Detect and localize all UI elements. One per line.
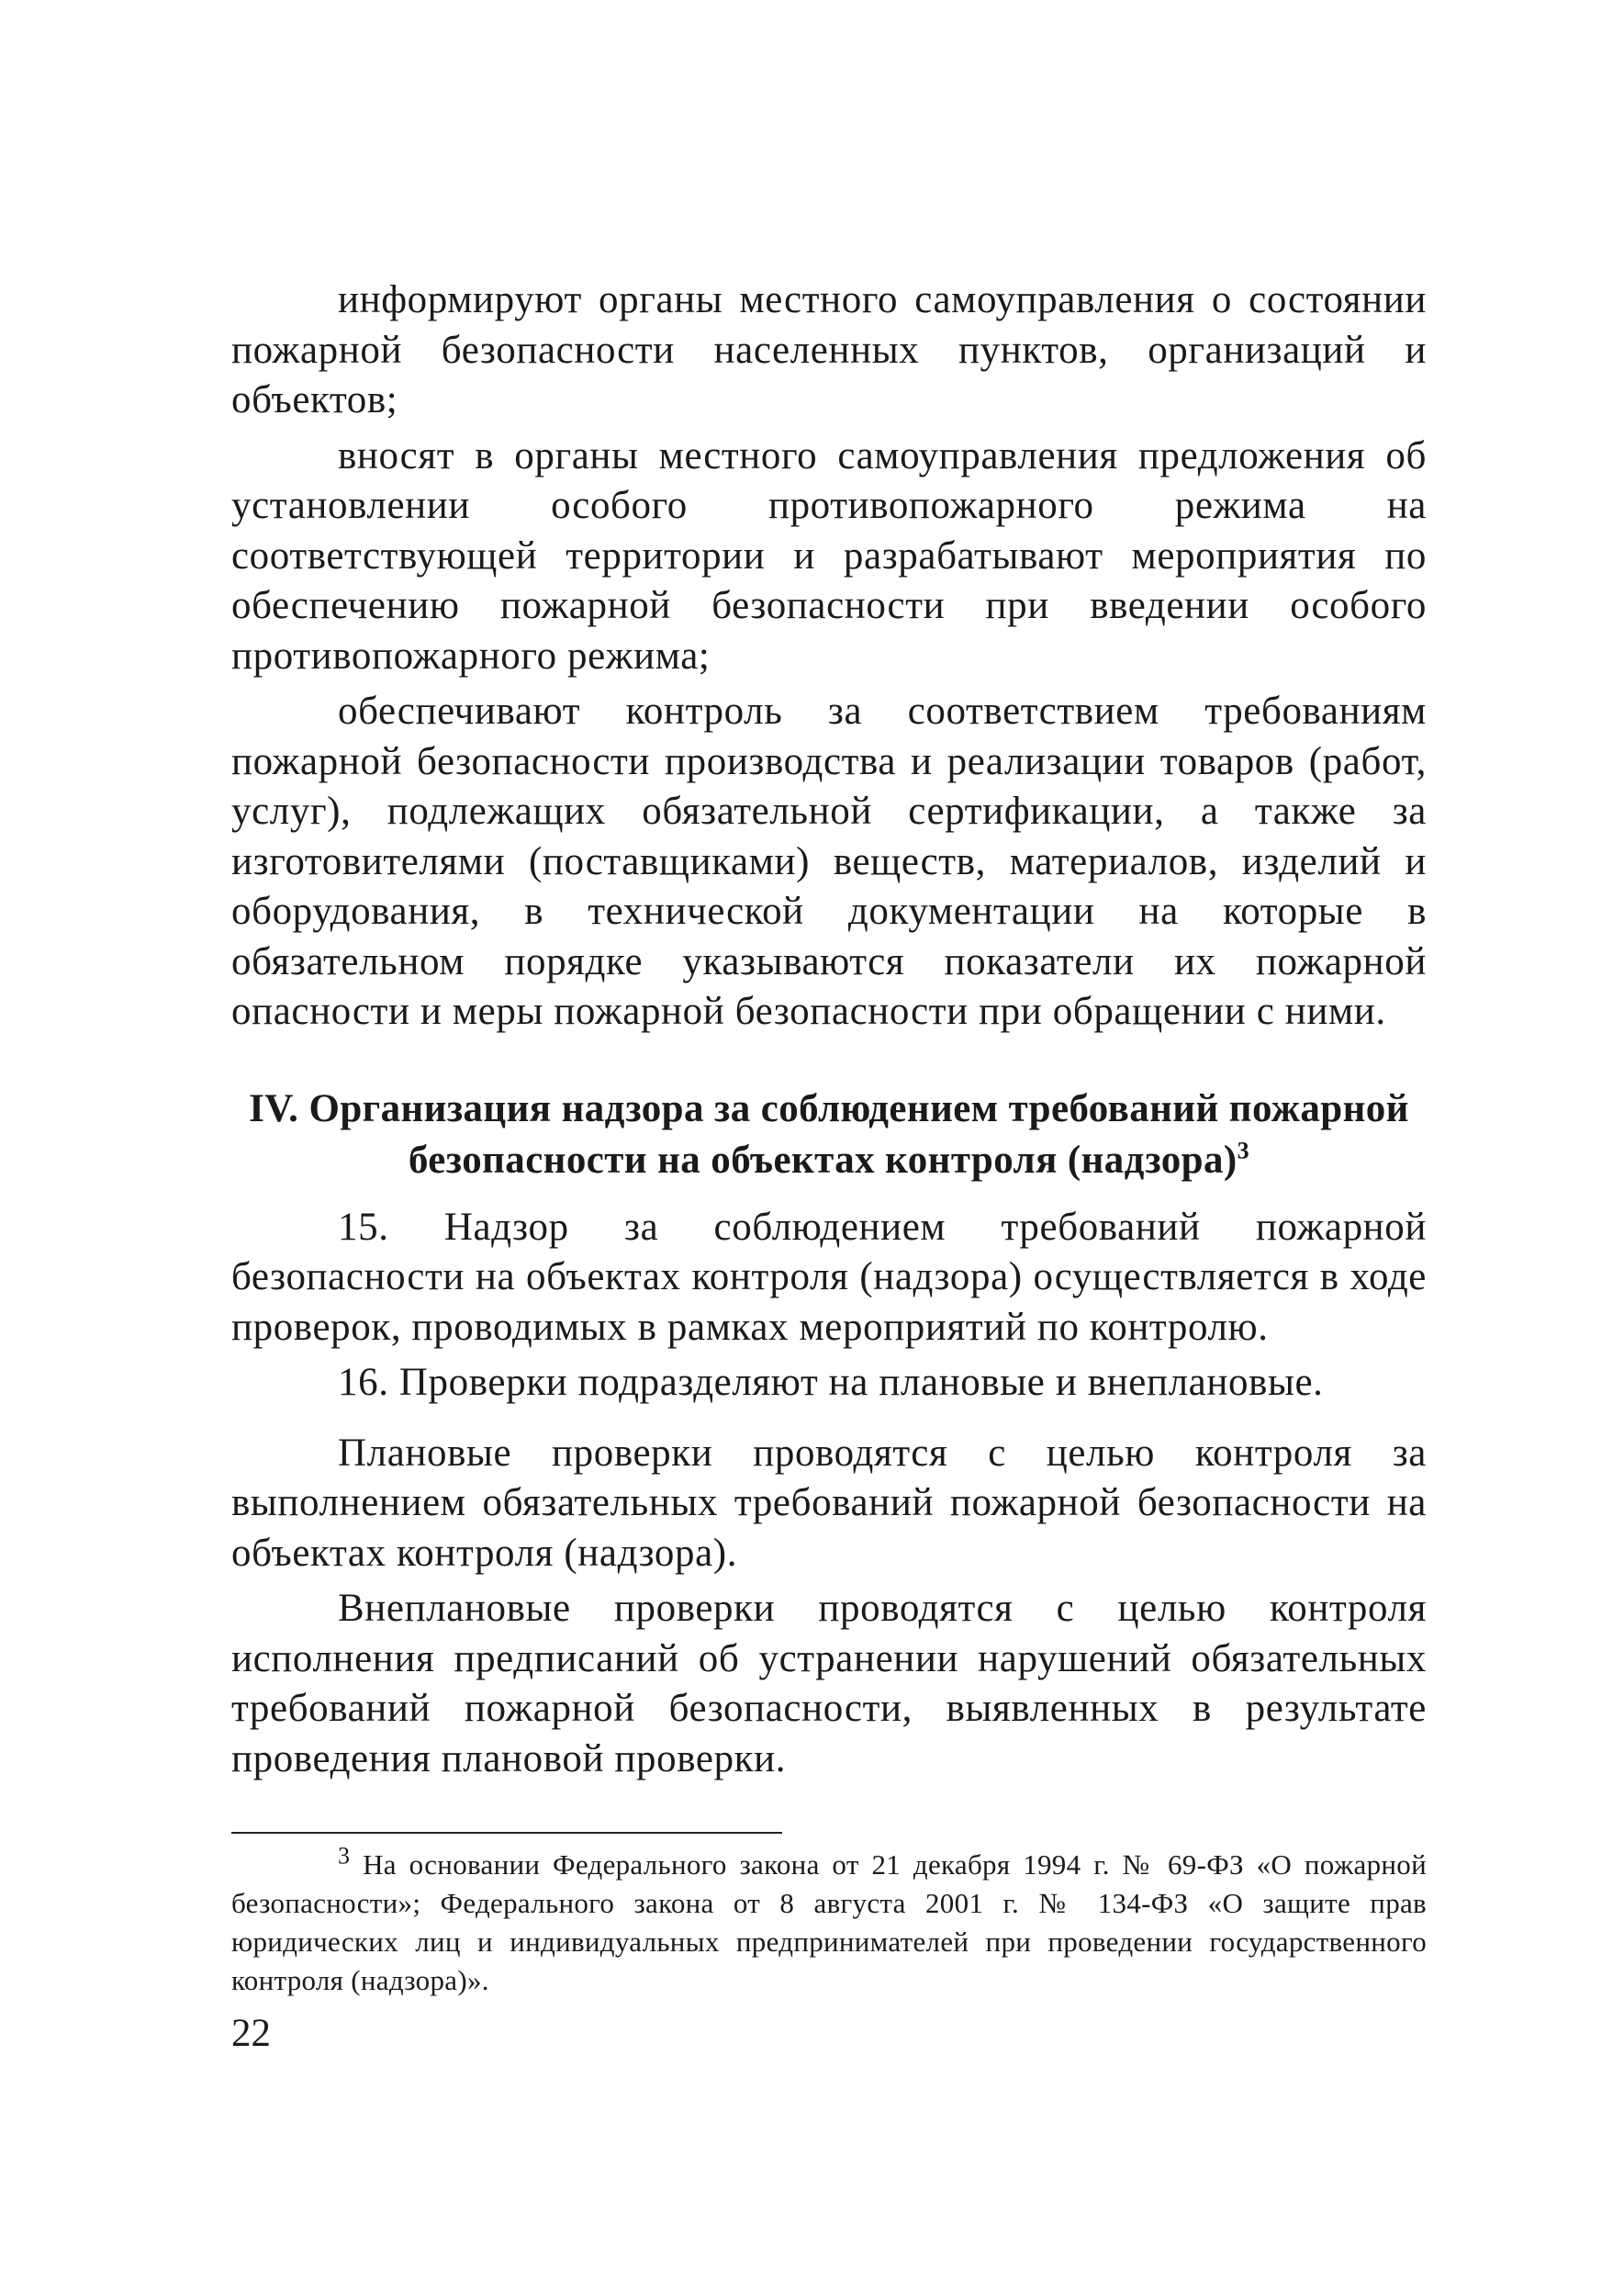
paragraph-control: обеспечивают контроль за соответствием требованиям пожарной безопасности производства и реализации товаров (работ, услуг), подлежащих обязательной сертификации, а также за изготовителями (поставщиками) веществ, материалов, изделий и оборудования, в технической документации на которые в обязательном порядке указываются показатели их пожарной опасности и меры пожарной безопасности при обращении с ними. <box>231 690 1427 1033</box>
page-number: 22 <box>231 2012 271 2055</box>
footnote <box>231 1842 1427 2000</box>
footnote-divider <box>231 1832 782 1834</box>
document-body <box>231 275 1427 1790</box>
section-heading-text: IV. Организация надзора за соблюдением требований пожарной безопасности на объектах контроля (надзора) <box>249 1086 1409 1182</box>
paragraph-proposals: вносят в органы местного самоуправления предложения об установлении особого противопожарного режима на соответствующей территории и разрабатывают мероприятия по обеспечению пожарной безопасности при введении особого противопожарного режима; <box>231 433 1427 678</box>
footnote-marker: 3 <box>338 1842 351 1870</box>
paragraph-planned-checks: Плановые проверки проводятся с целью контроля за выполнением обязательных требований пожарной безопасности на объектах контроля (надзора). <box>231 1431 1427 1575</box>
paragraph-unplanned-checks: Внеплановые проверки проводятся с целью контроля исполнения предписаний об устранении нарушений обязательных требований пожарной безопасности, выявленных в результате проведения плановой проверки. <box>231 1587 1427 1780</box>
paragraph-15: 15. Надзор за соблюдением требований пожарной безопасности на объектах контроля (надзора) осуществляется в ходе проверок, проводимых в рамках мероприятий по контролю. <box>231 1205 1427 1349</box>
footnote-reference: 3 <box>1237 1137 1250 1164</box>
paragraph-inform: информируют органы местного самоуправления о состоянии пожарной безопасности населенных пунктов, организаций и объектов; <box>231 278 1427 421</box>
footnote-text: На основании Федерального закона от 21 декабря 1994 г. № 69-ФЗ «О пожарной безопасности»; Федерального закона от 8 августа 2001 г. № 134-ФЗ «О защите прав юридических лиц и индивидуальных предпринимателей при проведении государственного контроля (надзора)». <box>231 1848 1427 1996</box>
paragraph-16: 16. Проверки подразделяют на плановые и внеплановые. <box>338 1361 1324 1404</box>
section-heading <box>231 1084 1427 1186</box>
